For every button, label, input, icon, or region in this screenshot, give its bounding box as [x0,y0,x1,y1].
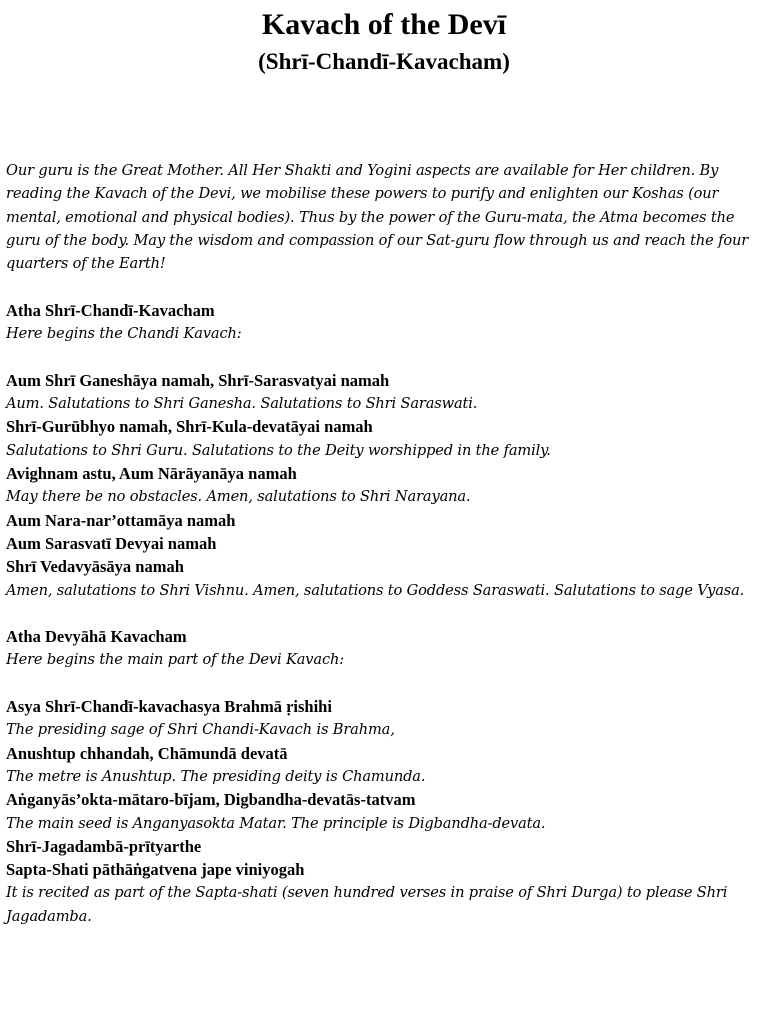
kavach-text [6,299,762,928]
sanskrit-line: Aṅganyās’okta-mātaro-bījam, Digbandha-devatās-tatvam [6,790,416,810]
sanskrit-line: Asya Shrī-Chandī-kavachasya Brahmā ṛishihi [6,697,332,717]
translation-line: The metre is Anushtup. The presiding deity is Chamunda. [6,767,426,785]
sanskrit-line: Avighnam astu, Aum Nārāyanāya namah [6,464,297,484]
sanskrit-line: Atha Devyāhā Kavacham [6,627,187,647]
translation-line: Here begins the main part of the Devi Kavach: [6,651,344,669]
sanskrit-line: Aum Nara-nar’ottamāya namah [6,510,236,530]
page-title: Kavach of the Devī [261,8,507,41]
sanskrit-line: Shrī-Jagadambā-prītyarthe [6,836,202,856]
spacer [6,672,762,695]
sanskrit-line: Aum Sarasvatī Devyai namah [6,533,217,553]
sanskrit-line: Atha Shrī-Chandī-Kavacham [6,301,215,320]
spacer [6,602,762,625]
translation-line: It is recited as part of the Sapta-shati (seven hundred verses in praise of Shri Durga) to please Shri Jagadamba. [6,884,728,925]
translation-line: The main seed is Anganyasokta Matar. The principle is Digbandha-devata. [6,814,546,832]
translation-line: Aum. Salutations to Shri Ganesha. Salutations to Shri Saraswati. [6,395,478,413]
title-block [0,8,768,76]
translation-line: Amen, salutations to Shri Vishnu. Amen, salutations to Goddess Saraswati. Salutations to sage Vyasa. [6,581,745,599]
spacer [6,346,762,369]
intro-paragraph: Our guru is the Great Mother. All Her Shakti and Yogini aspects are available for Her children. By reading the Kavach of the Devi, we mobilise these powers to purify and enlighten our Koshas (our mental, emotional and physical bodies). Thus by the power of the Guru-mata, the Atma becomes the guru of the body. May the wisdom and compassion of our Sat-guru flow through us and reach the four quarters of the Earth! [6,162,749,273]
sanskrit-line: Anushtup chhandah, Chāmundā devatā [6,743,288,763]
sanskrit-line: Aum Shrī Ganeshāya namah, Shrī-Sarasvatyai namah [6,370,390,390]
translation-line: May there be no obstacles. Amen, salutations to Shri Narayana. [6,488,471,506]
translation-line: The presiding sage of Shri Chandi-Kavach is Brahma, [6,721,395,739]
sanskrit-line: Shrī-Gurūbhyo namah, Shrī-Kula-devatāyai namah [6,417,373,437]
sanskrit-line: Sapta-Shati pāthāṅgatvena jape viniyogah [6,860,305,880]
translation-line: Salutations to Shri Guru. Salutations to the Deity worshipped in the family. [6,441,551,459]
page-subtitle: (Shrī-Chandī-Kavacham) [258,49,510,74]
sanskrit-line: Shrī Vedavyāsāya namah [6,557,184,577]
translation-line: Here begins the Chandi Kavach: [6,325,242,343]
